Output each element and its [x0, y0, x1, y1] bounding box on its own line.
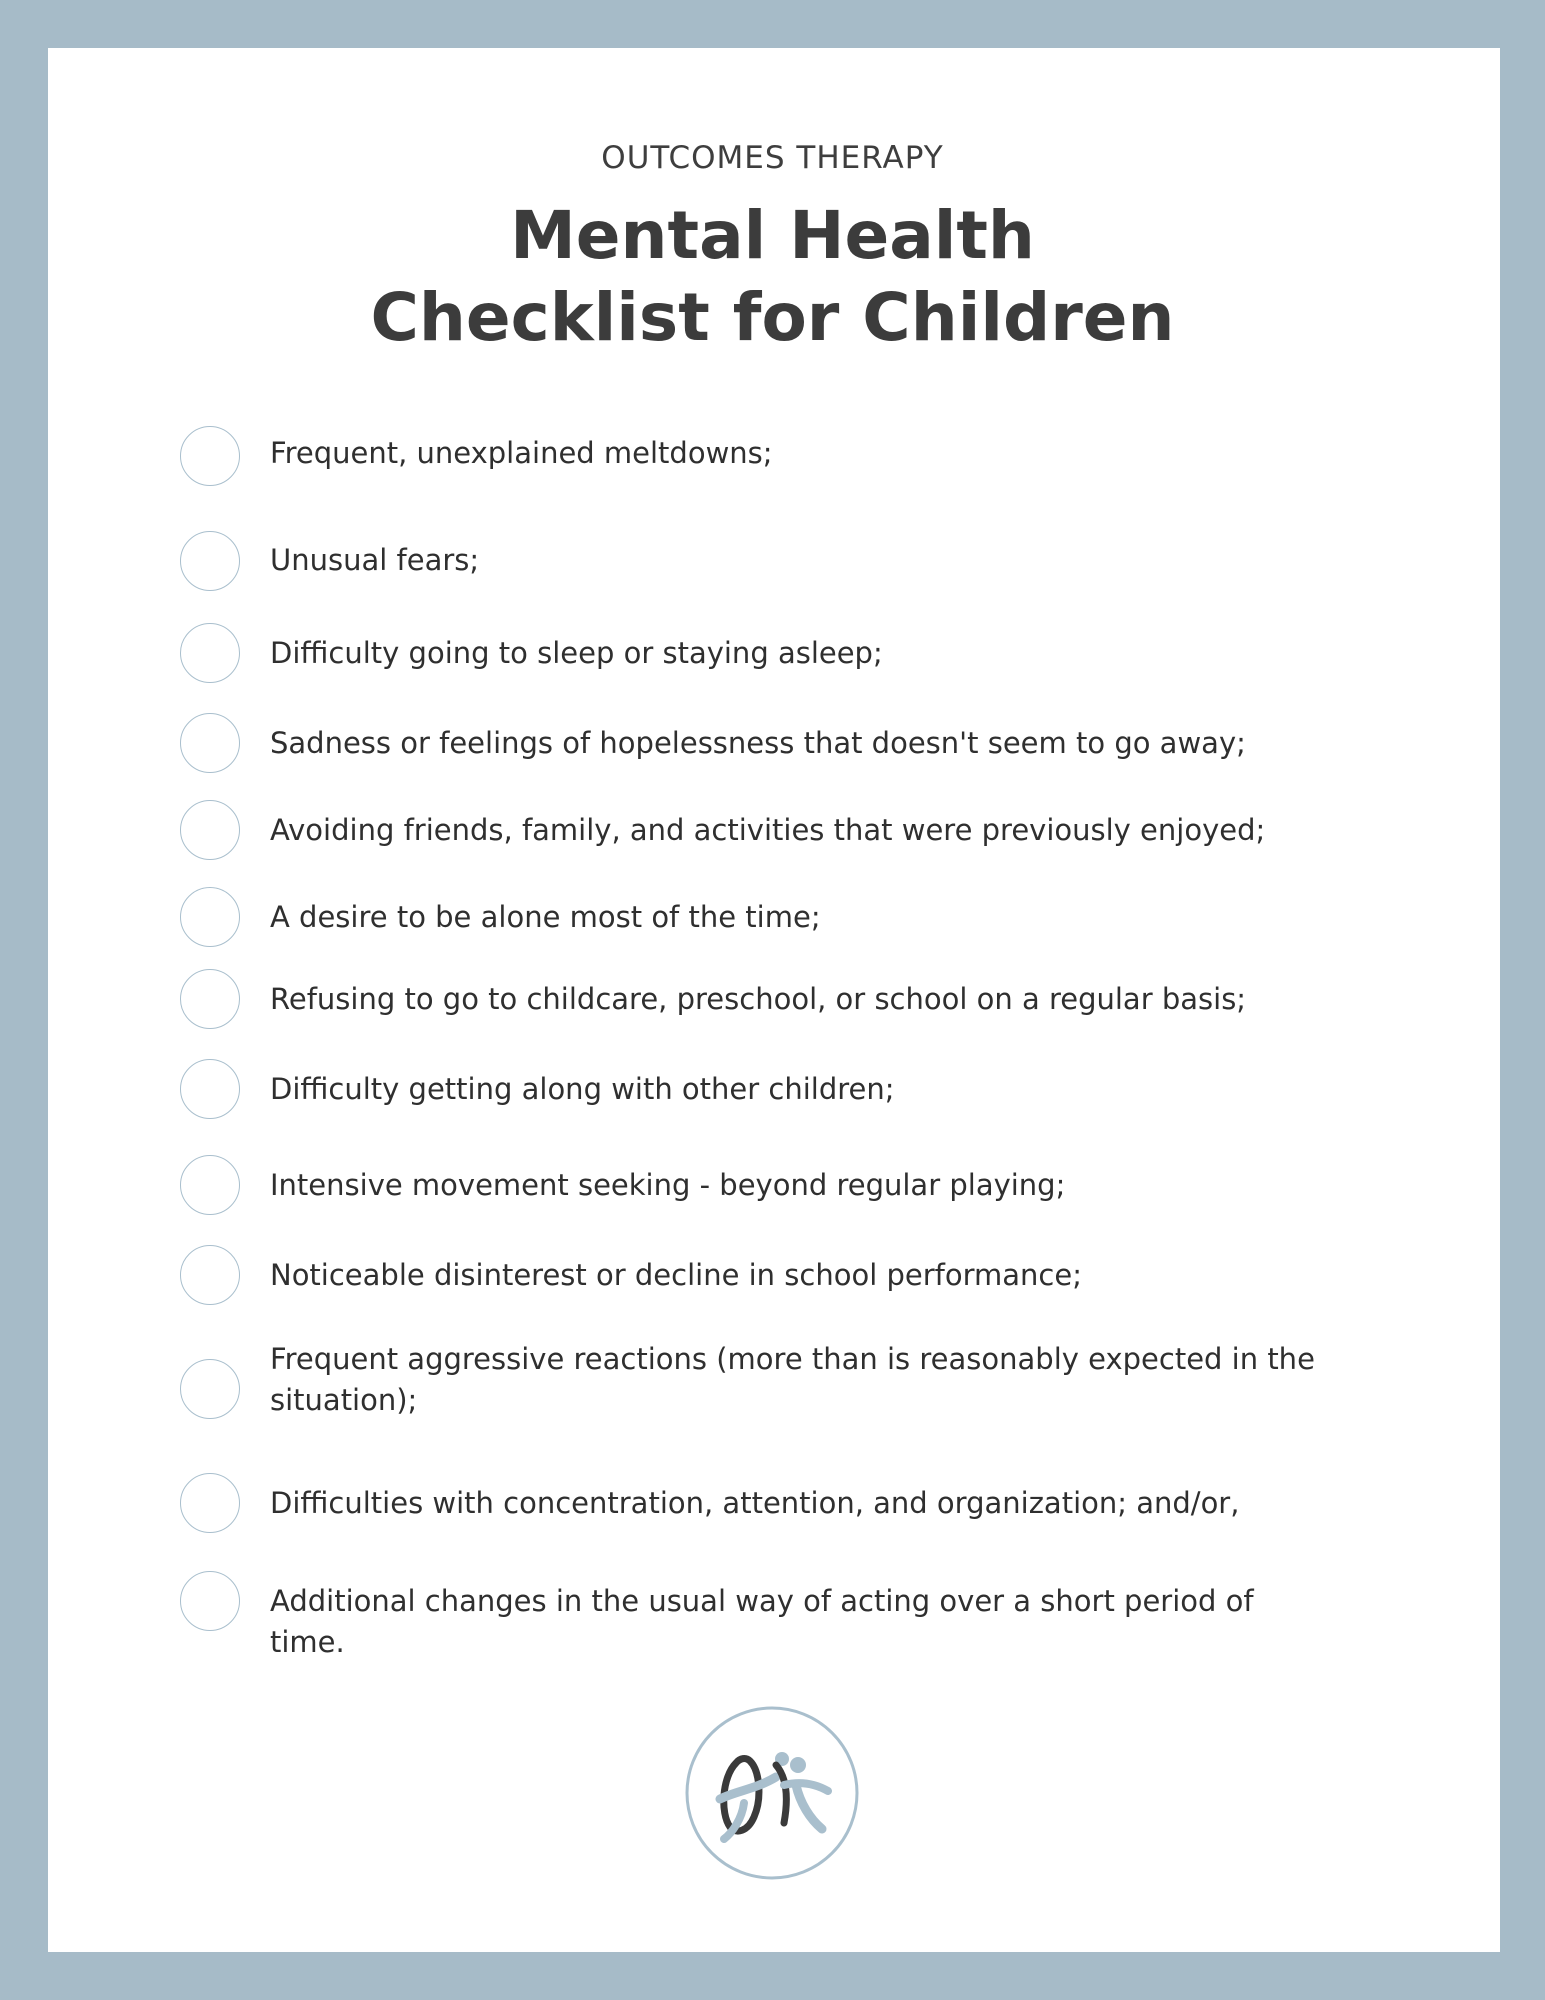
checkbox-circle-icon[interactable] — [180, 1571, 240, 1631]
checklist-item-label: Refusing to go to childcare, preschool, or school on a regular basis; — [270, 982, 1247, 1016]
checkbox-circle-icon[interactable] — [180, 887, 240, 947]
checklist-item-label: Frequent aggressive reactions (more than is reasonably expected in the situation); — [270, 1342, 1315, 1417]
checklist-item-label: A desire to be alone most of the time; — [270, 900, 821, 934]
outcomes-therapy-logo-icon — [684, 1705, 860, 1881]
page-title-line-2: Checklist for Children — [370, 279, 1175, 356]
checkbox-circle-icon[interactable] — [180, 531, 240, 591]
checkbox-circle-icon[interactable] — [180, 969, 240, 1029]
checklist-item-label: Avoiding friends, family, and activities that were previously enjoyed; — [270, 813, 1266, 847]
checklist-item-label: Unusual fears; — [270, 543, 480, 577]
checklist-item-label: Difficulty getting along with other children; — [270, 1072, 895, 1106]
checkbox-circle-icon[interactable] — [180, 426, 240, 486]
checklist-item-label: Sadness or feelings of hopelessness that doesn't seem to go away; — [270, 726, 1246, 760]
checklist-item-label: Noticeable disinterest or decline in school performance; — [270, 1258, 1082, 1292]
checklist-item-label: Additional changes in the usual way of acting over a short period of time. — [270, 1584, 1254, 1659]
checklist-item-label: Intensive movement seeking - beyond regular playing; — [270, 1168, 1066, 1202]
checkbox-circle-icon[interactable] — [180, 1059, 240, 1119]
brand-name: OUTCOMES THERAPY — [601, 140, 944, 176]
checkbox-circle-icon[interactable] — [180, 713, 240, 773]
checklist-item-label: Difficulties with concentration, attention, and organization; and/or, — [270, 1486, 1240, 1520]
checkbox-circle-icon[interactable] — [180, 1359, 240, 1419]
checkbox-circle-icon[interactable] — [180, 1245, 240, 1305]
page-title-line-1: Mental Health — [510, 197, 1035, 274]
checklist-item-label: Difficulty going to sleep or staying asleep; — [270, 636, 883, 670]
checkbox-circle-icon[interactable] — [180, 800, 240, 860]
checkbox-circle-icon[interactable] — [180, 1473, 240, 1533]
checkbox-circle-icon[interactable] — [180, 623, 240, 683]
checkbox-circle-icon[interactable] — [180, 1155, 240, 1215]
checklist-item-label: Frequent, unexplained meltdowns; — [270, 436, 773, 470]
